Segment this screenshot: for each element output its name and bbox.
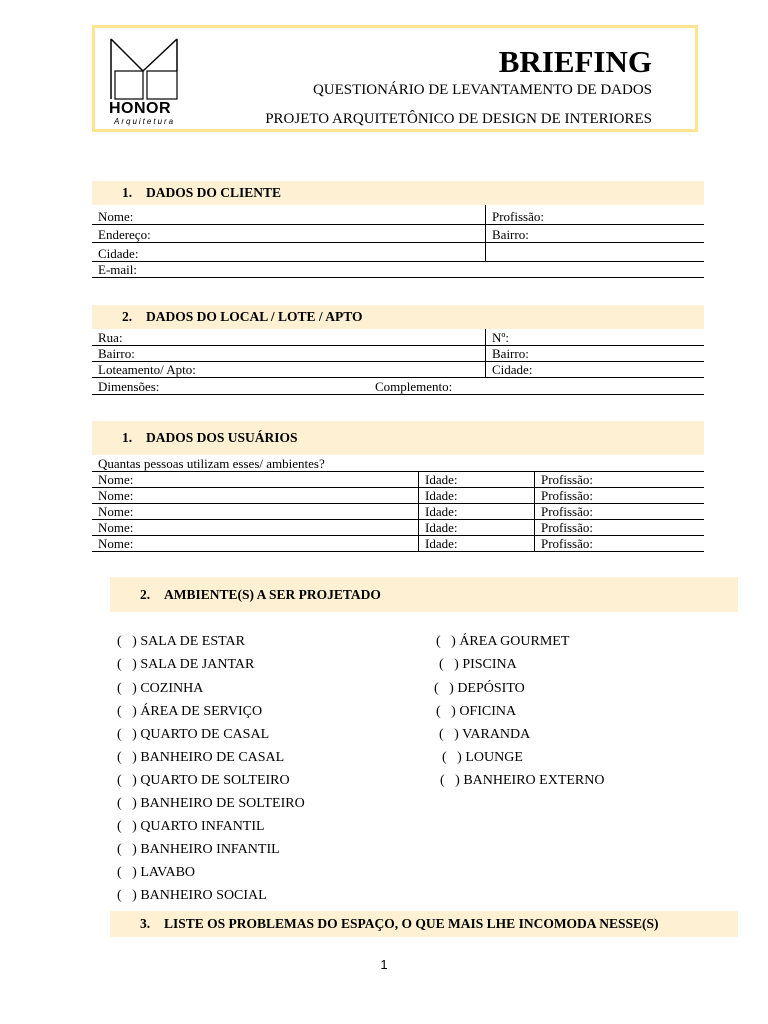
column-divider (418, 472, 419, 552)
section-client-header (92, 181, 704, 205)
section-title: AMBIENTE(S) A SER PROJETADO (164, 586, 381, 602)
user-age-field[interactable]: Idade: (425, 504, 458, 519)
page-number: 1 (380, 957, 388, 972)
user-name-field[interactable]: Nome: (98, 536, 134, 551)
logo-subtext: Arquitetura (114, 117, 176, 126)
users-count-question[interactable]: Quantas pessoas utilizam esses/ ambientes? (98, 456, 325, 471)
section-number: 2. (140, 586, 151, 602)
section-title: DADOS DO LOCAL / LOTE / APTO (146, 309, 363, 324)
email-field[interactable]: E-mail: (98, 262, 137, 277)
section-number: 2. (122, 309, 133, 324)
user-name-field[interactable]: Nome: (98, 520, 134, 535)
checkbox-sala-de-estar[interactable]: ( ) SALA DE ESTAR (117, 634, 245, 649)
name-field[interactable]: Nome: (98, 209, 134, 224)
section-users-header (92, 421, 704, 455)
checkbox-quarto-de-casal[interactable]: ( ) QUARTO DE CASAL (117, 727, 270, 742)
user-profession-field[interactable]: Profissão: (541, 520, 593, 535)
table-row (92, 243, 704, 262)
checkbox-oficina[interactable]: ( ) OFICINA (436, 704, 517, 719)
neighborhood-field-2[interactable]: Bairro: (492, 346, 529, 361)
checkbox-varanda[interactable]: ( ) VARANDA (439, 727, 531, 742)
user-profession-field[interactable]: Profissão: (541, 472, 593, 487)
lot-apartment-field[interactable]: Loteamento/ Apto: (98, 362, 196, 377)
table-row (92, 225, 704, 243)
checkbox-deposito[interactable]: ( ) DEPÓSITO (434, 681, 525, 696)
checkbox-area-de-servico[interactable]: ( ) ÁREA DE SERVIÇO (117, 704, 263, 719)
neighborhood-field[interactable]: Bairro: (98, 346, 135, 361)
table-row (92, 205, 704, 225)
table-row (92, 504, 704, 520)
checkbox-sala-de-jantar[interactable]: ( ) SALA DE JANTAR (117, 657, 255, 672)
checkbox-banheiro-de-solteiro[interactable]: ( ) BANHEIRO DE SOLTEIRO (117, 796, 305, 811)
user-age-field[interactable]: Idade: (425, 520, 458, 535)
column-divider (485, 205, 486, 262)
section-rooms-header (110, 577, 738, 612)
profession-field[interactable]: Profissão: (492, 209, 544, 224)
user-name-field[interactable]: Nome: (98, 504, 134, 519)
address-field[interactable]: Endereço: (98, 227, 151, 242)
user-age-field[interactable]: Idade: (425, 536, 458, 551)
table-row (92, 488, 704, 504)
user-profession-field[interactable]: Profissão: (541, 488, 593, 503)
page-subtitle-project: PROJETO ARQUITETÔNICO DE DESIGN DE INTERIORES (265, 111, 652, 127)
table-row (92, 455, 704, 472)
checkbox-banheiro-social[interactable]: ( ) BANHEIRO SOCIAL (117, 888, 267, 903)
street-field[interactable]: Rua: (98, 330, 123, 345)
column-divider (534, 472, 535, 552)
checkbox-lounge[interactable]: ( ) LOUNGE (442, 750, 523, 765)
checkbox-banheiro-de-casal[interactable]: ( ) BANHEIRO DE CASAL (117, 750, 285, 765)
page-subtitle-survey: QUESTIONÁRIO DE LEVANTAMENTO DE DADOS (312, 82, 652, 98)
user-name-field[interactable]: Nome: (98, 488, 134, 503)
column-divider (485, 329, 486, 378)
user-name-field[interactable]: Nome: (98, 472, 134, 487)
table-row (92, 378, 704, 395)
user-age-field[interactable]: Idade: (425, 488, 458, 503)
user-age-field[interactable]: Idade: (425, 472, 458, 487)
table-row (92, 520, 704, 536)
table-row (92, 362, 704, 378)
table-row (92, 346, 704, 362)
dimensions-field[interactable]: Dimensões: (98, 379, 160, 394)
section-title: LISTE OS PROBLEMAS DO ESPAÇO, O QUE MAIS LHE INCOMODA NESSE(S) (164, 916, 659, 931)
location-data-table (92, 329, 704, 395)
number-field[interactable]: Nº: (492, 330, 510, 345)
section-problems-header (110, 911, 738, 937)
checkbox-banheiro-infantil[interactable]: ( ) BANHEIRO INFANTIL (117, 842, 280, 857)
section-title: DADOS DO CLIENTE (146, 185, 282, 200)
page-title: BRIEFING (498, 44, 652, 79)
table-row (92, 472, 704, 488)
client-data-table (92, 205, 704, 278)
checkbox-quarto-de-solteiro[interactable]: ( ) QUARTO DE SOLTEIRO (117, 773, 290, 788)
city-field[interactable]: Cidade: (98, 246, 139, 261)
checkbox-lavabo[interactable]: ( ) LAVABO (117, 865, 196, 880)
table-row (92, 329, 704, 346)
checkbox-banheiro-externo[interactable]: ( ) BANHEIRO EXTERNO (440, 773, 605, 788)
user-profession-field[interactable]: Profissão: (541, 536, 593, 551)
user-profession-field[interactable]: Profissão: (541, 504, 593, 519)
checkbox-cozinha[interactable]: ( ) COZINHA (117, 681, 204, 696)
section-number: 1. (122, 185, 133, 200)
section-location-header (92, 305, 704, 329)
table-row (92, 262, 704, 278)
section-title: DADOS DOS USUÁRIOS (146, 430, 298, 445)
table-row (92, 536, 704, 552)
logo-text: HONOR (109, 100, 172, 117)
section-number: 1. (122, 430, 133, 445)
checkbox-quarto-infantil[interactable]: ( ) QUARTO INFANTIL (117, 819, 265, 834)
users-data-table (92, 455, 704, 552)
header-box (92, 25, 698, 132)
complement-field[interactable]: Complemento: (375, 379, 453, 394)
section-number: 3. (140, 916, 151, 931)
city-field[interactable]: Cidade: (492, 362, 533, 377)
checkbox-area-gourmet[interactable]: ( ) ÁREA GOURMET (436, 634, 570, 649)
checkbox-piscina[interactable]: ( ) PISCINA (439, 657, 517, 672)
neighborhood-field[interactable]: Bairro: (492, 227, 529, 242)
